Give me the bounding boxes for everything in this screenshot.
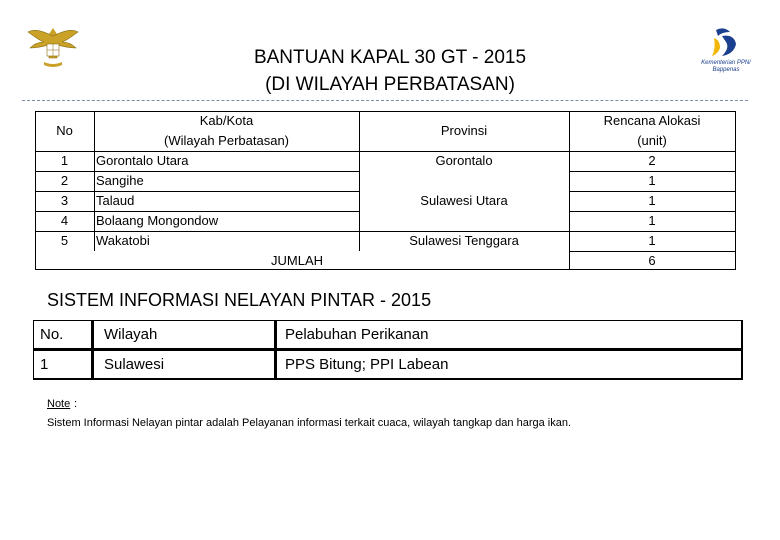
garuda-emblem-icon [24, 22, 82, 72]
total-value: 6 [648, 253, 656, 268]
header-no: No [56, 123, 73, 138]
row-kab-kota: Talaud [96, 193, 135, 208]
note-label: Note [47, 398, 71, 410]
province-gorontalo: Gorontalo [435, 153, 493, 168]
row-alokasi: 1 [648, 233, 656, 248]
row-no: 3 [60, 193, 69, 208]
note-colon: : [74, 398, 78, 410]
row-wilayah: Sulawesi [104, 356, 165, 373]
page-title: BANTUAN KAPAL 30 GT - 2015 [253, 47, 527, 68]
row-alokasi: 2 [648, 153, 656, 168]
row-kab-kota: Gorontalo Utara [96, 153, 189, 168]
row-kab-kota: Sangihe [96, 173, 144, 188]
row-alokasi: 1 [648, 173, 656, 188]
bantuan-kapal-table [35, 111, 736, 270]
header-rencana-alokasi-unit: (unit) [637, 133, 667, 148]
header-divider [22, 100, 748, 101]
province-sulawesi-utara: Sulawesi Utara [420, 193, 508, 208]
row-no: 1 [40, 356, 49, 373]
row-pelabuhan: PPS Bitung; PPI Labean [285, 356, 449, 373]
header-provinsi: Provinsi [440, 123, 488, 138]
row-no: 5 [60, 233, 69, 248]
ministry-logo-caption: Kementerian PPN/ [701, 60, 751, 66]
note-text: Sistem Informasi Nelayan pintar adalah Pelayanan informasi terkait cuaca, wilayah tangkap dan harga ikan. [47, 417, 572, 429]
row-no: 4 [60, 213, 69, 228]
total-label: JUMLAH [271, 253, 324, 268]
header-rencana-alokasi: Rencana Alokasi [603, 113, 701, 128]
header-wilayah: Wilayah [104, 326, 158, 343]
section-title: SISTEM INFORMASI NELAYAN PINTAR - 2015 [47, 290, 432, 310]
row-alokasi: 1 [648, 193, 656, 208]
row-kab-kota: Bolaang Mongondow [96, 213, 219, 228]
header-kab-kota: Kab/Kota [199, 113, 254, 128]
page-subtitle: (DI WILAYAH PERBATASAN) [265, 74, 515, 95]
header-kab-kota-sub: (Wilayah Perbatasan) [164, 133, 289, 148]
header-pelabuhan: Pelabuhan Perikanan [285, 326, 429, 343]
header-no: No. [40, 326, 64, 343]
row-kab-kota: Wakatobi [96, 233, 150, 248]
row-no: 2 [60, 173, 69, 188]
province-sulawesi-tenggara: Sulawesi Tenggara [409, 233, 519, 248]
info-nelayan-table [33, 320, 743, 380]
row-alokasi: 1 [648, 213, 656, 228]
row-no: 1 [60, 153, 69, 168]
ministry-logo-caption: Bappenas [712, 67, 740, 73]
ministry-logo-icon [694, 26, 758, 78]
